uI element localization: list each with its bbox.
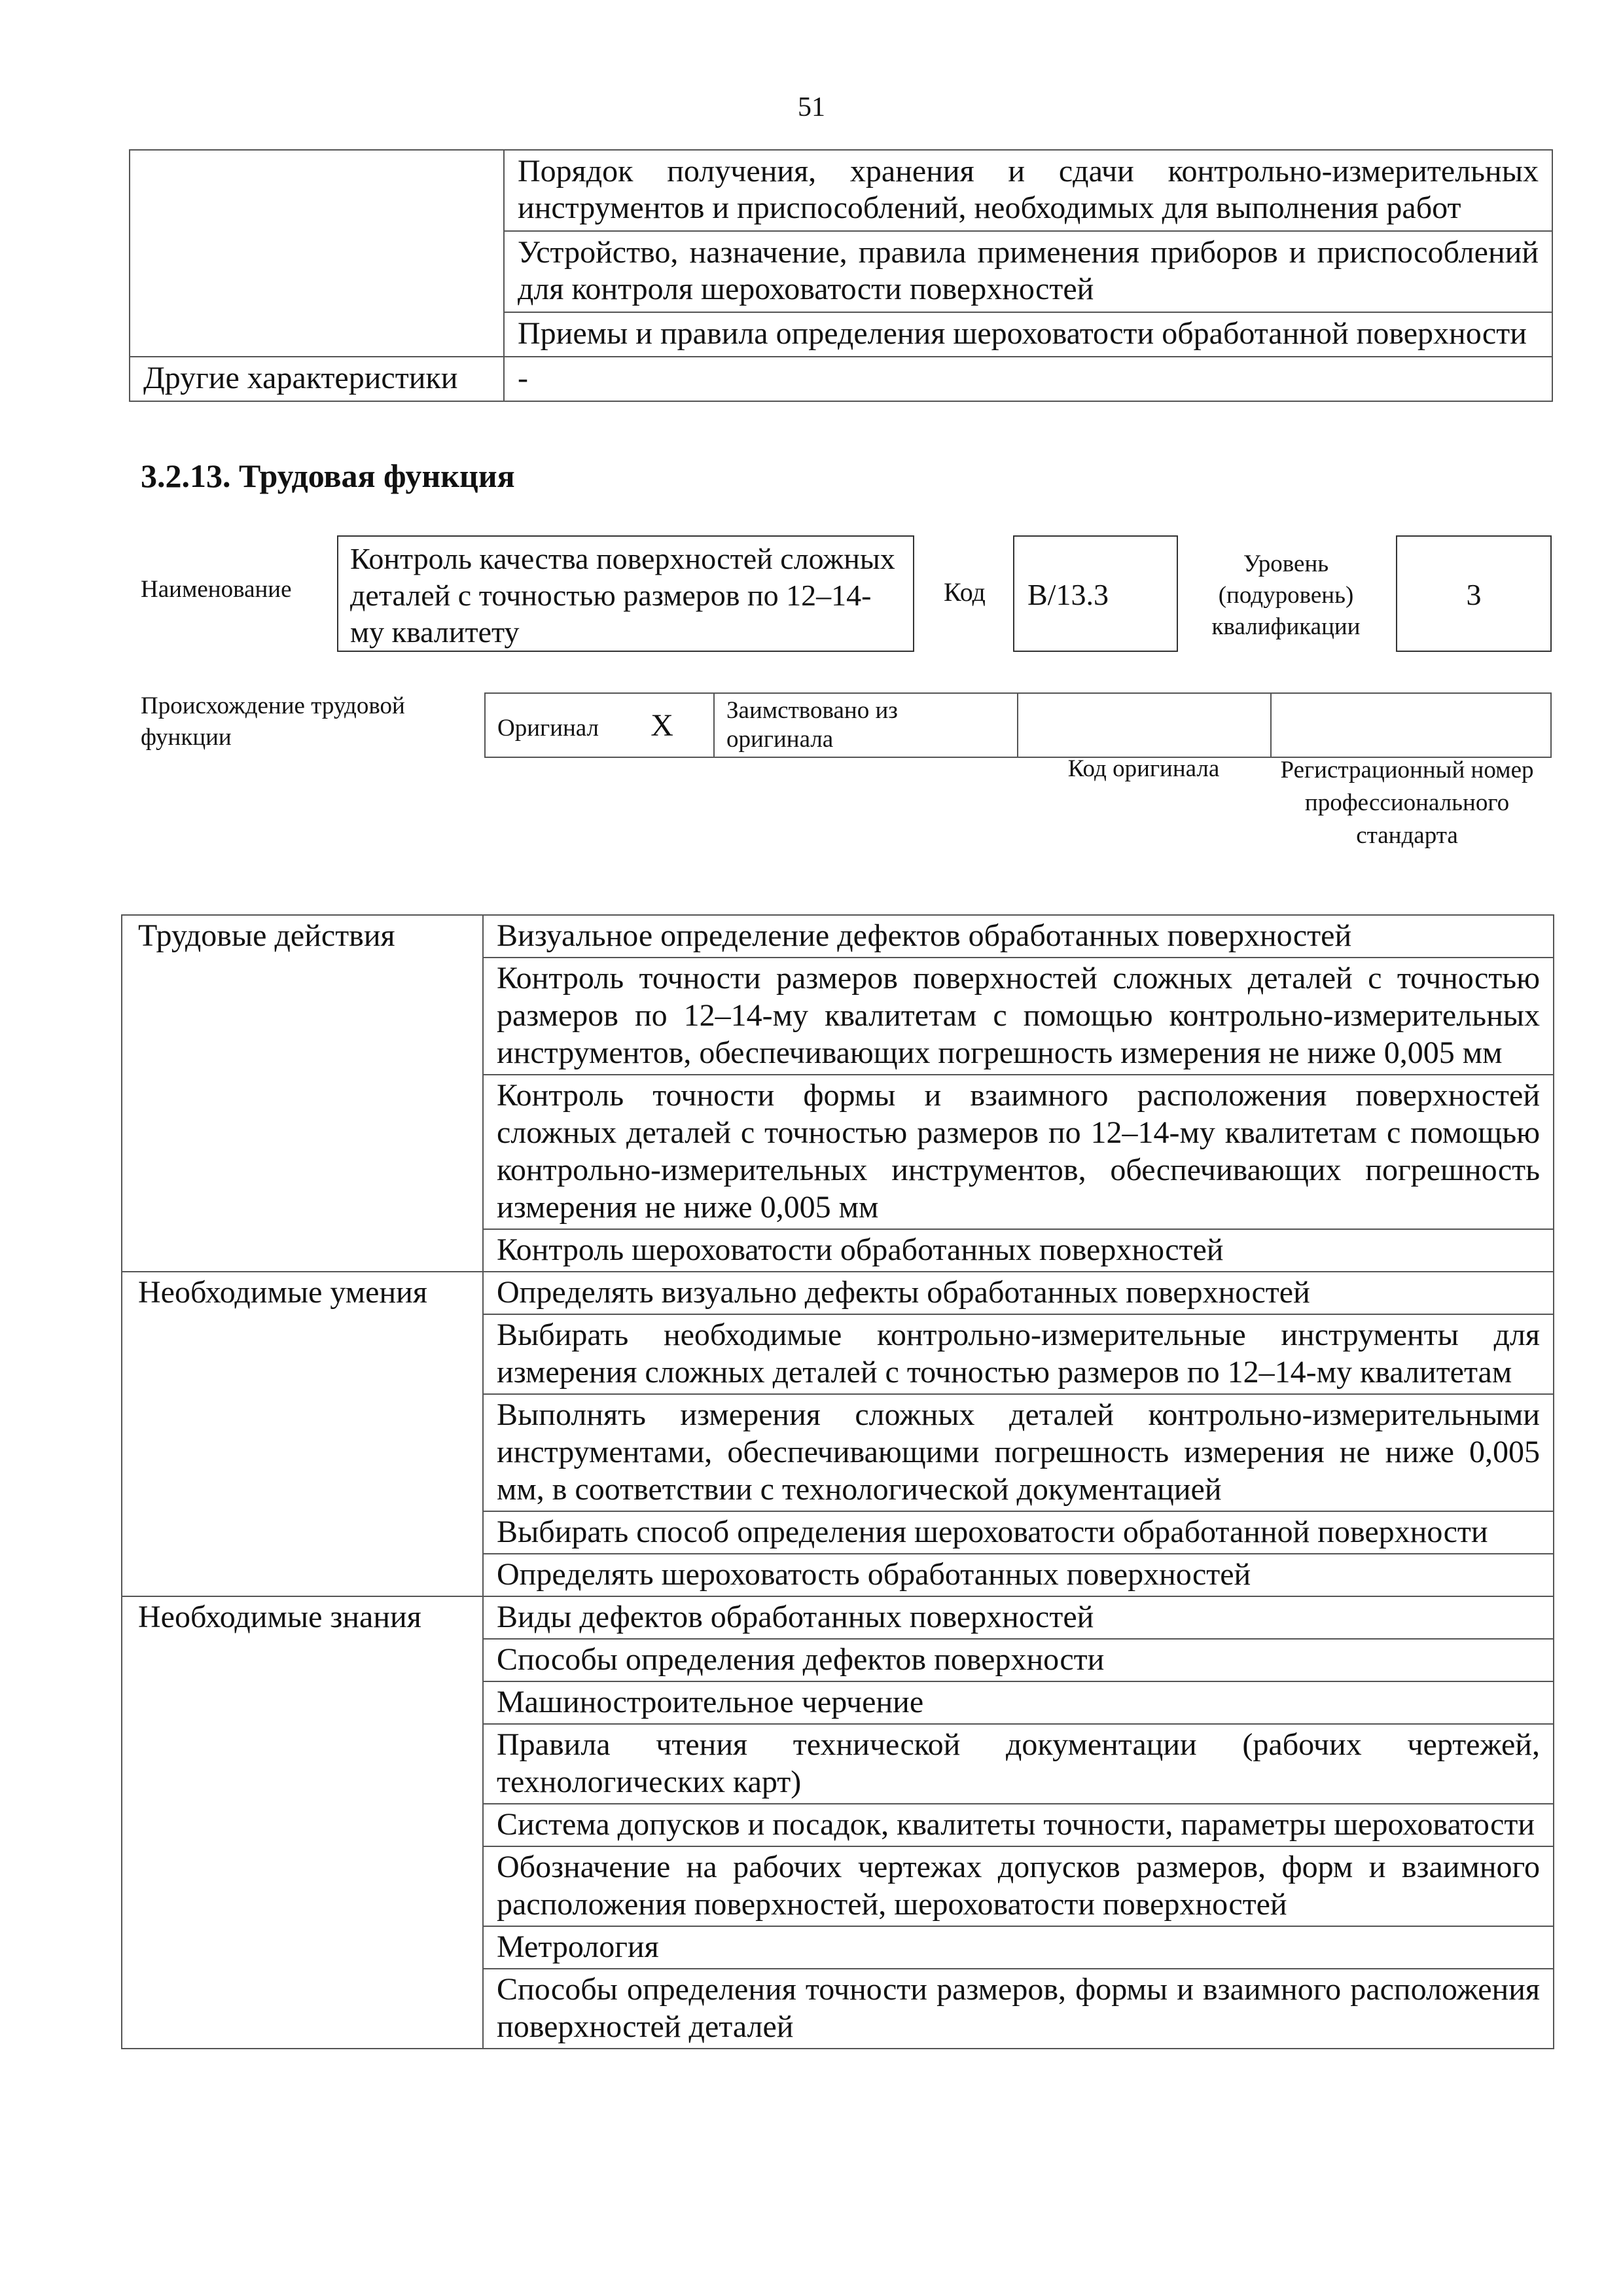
name-value-box (337, 535, 914, 652)
section-label: Необходимые знания (122, 1596, 483, 2049)
code-value-box (1013, 535, 1178, 652)
code-original-caption: Код оригинала (1067, 755, 1220, 782)
section-item: Контроль точности формы и взаимного расположения поверхностей сложных деталей с точностью размеров по 12–14-му квалитетам с помощью контрольно-измерительных инструментов, обеспечивающих погрешность измерения не ниже 0,005 мм (483, 1075, 1554, 1229)
original-cell (485, 693, 714, 757)
section-item: Выбирать необходимые контрольно-измерительные инструменты для измерения сложных деталей с точностью размеров по 12–14-му квалитетам (483, 1314, 1554, 1394)
page-number: 51 (798, 92, 825, 122)
other-characteristics-value: - (504, 357, 1552, 401)
section-item: Обозначение на рабочих чертежах допусков размеров, форм и взаимного расположения поверхностей, шероховатости поверхностей (483, 1846, 1554, 1926)
borrowed-cell (714, 693, 1018, 757)
reg-number-cell (1271, 693, 1551, 757)
section-item: Выполнять измерения сложных деталей контрольно-измерительными инструментами, обеспечивающими погрешность измерения не ниже 0,005 мм, в соответствии с технологической документацией (483, 1394, 1554, 1511)
origin-label: Происхождение трудовой функции (141, 692, 405, 751)
section-item: Способы определения точности размеров, формы и взаимного расположения поверхностей деталей (483, 1969, 1554, 2049)
empty-label-cell (130, 312, 504, 357)
name-label: Наименование (141, 576, 292, 603)
original-mark: X (651, 708, 673, 743)
section-item: Визуальное определение дефектов обработанных поверхностей (483, 915, 1554, 958)
continuation-table (129, 149, 1553, 402)
knowledge-item: Приемы и правила определения шероховатости обработанной поверхности (504, 312, 1552, 357)
origin-table (484, 692, 1552, 758)
section-label: Трудовые действия (122, 915, 483, 1272)
table-row (122, 1272, 1554, 1314)
original-label: Оригинал (497, 714, 599, 742)
section-item: Определять шероховатость обработанных поверхностей (483, 1554, 1554, 1596)
table-row (122, 915, 1554, 958)
section-item: Система допусков и посадок, квалитеты точности, параметры шероховатости (483, 1804, 1554, 1846)
section-heading: 3.2.13. Трудовая функция (141, 457, 515, 494)
section-item: Машиностроительное черчение (483, 1681, 1554, 1724)
table-row (122, 1596, 1554, 1639)
code-original-cell (1018, 693, 1271, 757)
section-item: Виды дефектов обработанных поверхностей (483, 1596, 1554, 1639)
section-item: Контроль точности размеров поверхностей сложных деталей с точностью размеров по 12–14-му квалитетам с помощью контрольно-измерительных инструментов, обеспечивающих погрешность измерения не ниже 0,005 мм (483, 958, 1554, 1075)
section-label: Необходимые умения (122, 1272, 483, 1596)
empty-label-cell (130, 231, 504, 312)
name-value: Контроль качества поверхностей сложных деталей с точностью размеров по 12–14-му квалитету (350, 542, 895, 649)
knowledge-item: Порядок получения, хранения и сдачи контрольно-измерительных инструментов и приспособлений, необходимых для выполнения работ (504, 150, 1552, 231)
table-row (485, 693, 1551, 757)
section-item: Способы определения дефектов поверхности (483, 1639, 1554, 1681)
table-row (130, 357, 1552, 401)
table-row (130, 231, 1552, 312)
code-label: Код (944, 577, 986, 607)
section-item: Контроль шероховатости обработанных поверхностей (483, 1229, 1554, 1272)
section-item: Определять визуально дефекты обработанных поверхностей (483, 1272, 1554, 1314)
table-row (130, 312, 1552, 357)
knowledge-item: Устройство, назначение, правила применения приборов и приспособлений для контроля шероховатости поверхностей (504, 231, 1552, 312)
level-value-box (1396, 535, 1552, 652)
borrowed-label: Заимствовано из оригинала (726, 697, 898, 753)
section-item: Метрология (483, 1926, 1554, 1969)
level-value: 3 (1466, 578, 1482, 611)
empty-label-cell (130, 150, 504, 231)
reg-number-caption: Регистрационный номер профессионального стандарта (1280, 757, 1534, 849)
section-item: Выбирать способ определения шероховатости обработанной поверхности (483, 1511, 1554, 1554)
code-value: B/13.3 (1027, 578, 1109, 611)
table-row (130, 150, 1552, 231)
section-item: Правила чтения технической документации (рабочих чертежей, технологических карт) (483, 1724, 1554, 1804)
main-table (121, 914, 1554, 2049)
level-label: Уровень (подуровень) квалификации (1211, 550, 1361, 640)
other-characteristics-label: Другие характеристики (130, 357, 504, 401)
